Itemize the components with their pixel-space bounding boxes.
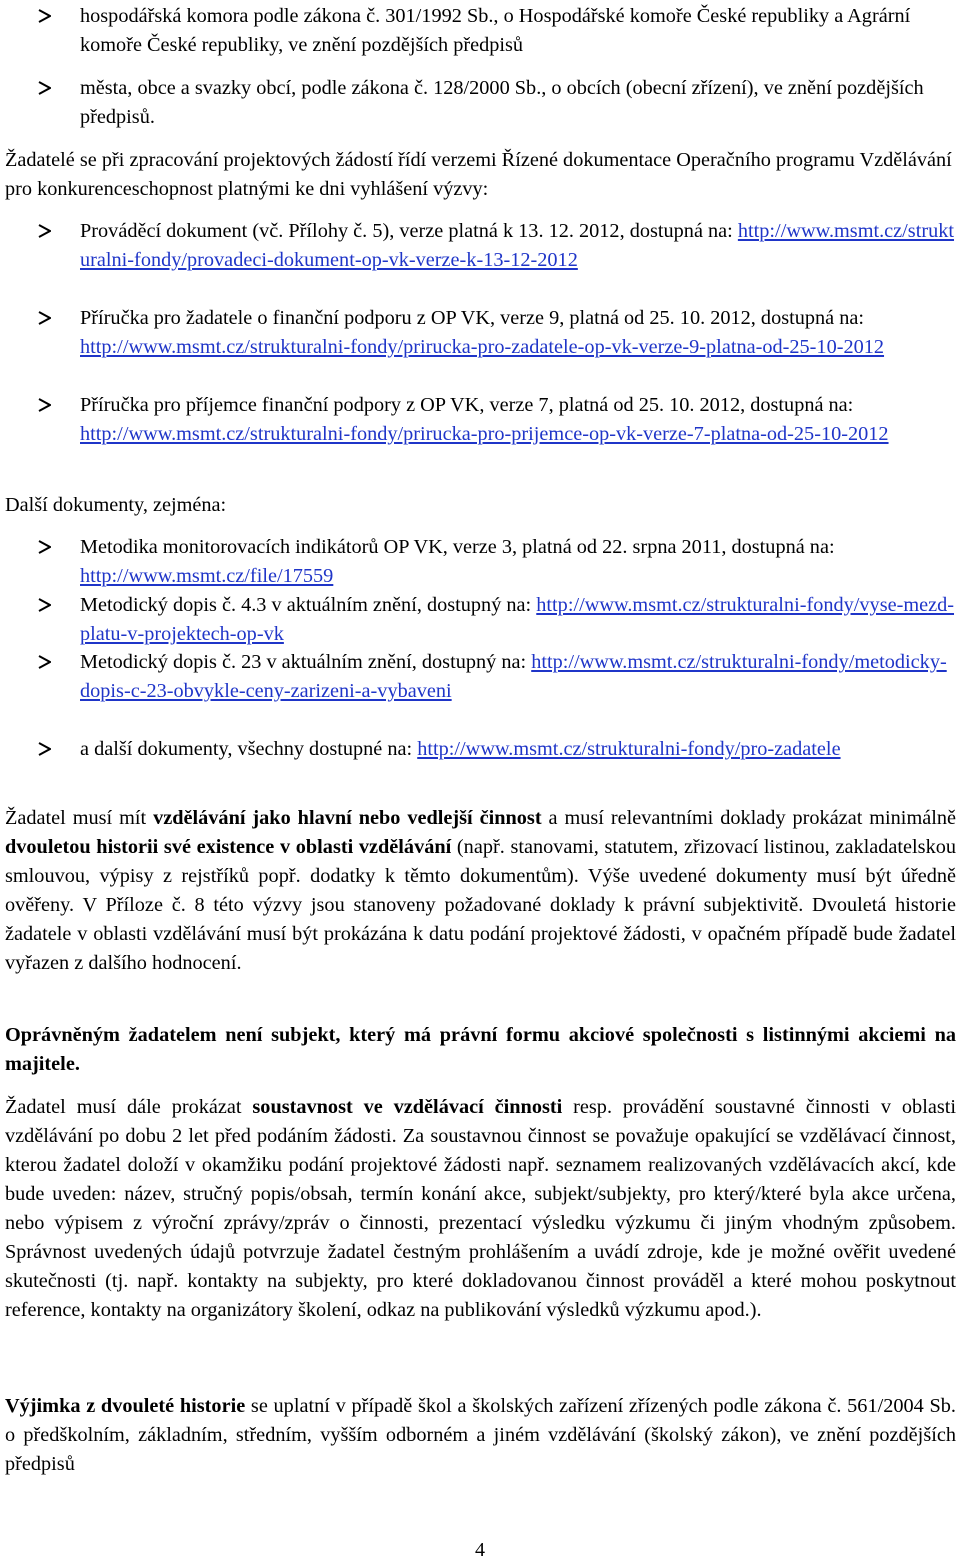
bold-phrase: soustavnost ve vzdělávací činnosti bbox=[252, 1096, 563, 1118]
list-item bbox=[5, 391, 956, 449]
body-paragraph bbox=[5, 1392, 956, 1479]
document-link[interactable]: http://www.msmt.cz/strukturalni-fondy/prirucka-pro-zadatele-op-vk-verze-9-platna-od-25-10-2012 bbox=[80, 336, 885, 358]
list-item bbox=[5, 2, 956, 60]
list-item-text: Příručka pro žadatele o finanční podporu z OP VK, verze 9, platná od 25. 10. 2012, dostupná na: bbox=[80, 307, 865, 329]
arrow-bullet-icon bbox=[38, 598, 51, 612]
paragraph-text: (např. stanovami, statutem, zřizovací listinou, zakladatelskou smlouvou, výpisy z rejstříků popř. dodatky k těmto dokumentům). Výše uvedené dokumenty musí být úředně ověřeny. V Příloze č. 8 této výzvy jsou stanoveny požadované doklady k právní subjektivitě. Dvouletá historie žadatele v oblasti vzdělávání musí být prokázána k datu podání projektové žádosti, v opačném případě bude žadatel vyřazen z dalšího hodnocení. bbox=[5, 836, 956, 974]
paragraph-text: Žadatel musí mít bbox=[5, 807, 154, 829]
list-item-text: hospodářská komora podle zákona č. 301/1992 Sb., o Hospodářské komoře České republiky a Agrární komoře České republiky, ve znění pozdějších předpisů bbox=[80, 5, 911, 56]
list-item-text: Metodický dopis č. 4.3 v aktuálním znění, dostupný na: bbox=[80, 594, 537, 616]
list-item-text: Prováděcí dokument (vč. Přílohy č. 5), verze platná k 13. 12. 2012, dostupná na: bbox=[80, 220, 738, 242]
list-item bbox=[5, 217, 956, 275]
arrow-bullet-icon bbox=[38, 81, 51, 95]
list-item-text: města, obce a svazky obcí, podle zákona č. 128/2000 Sb., o obcích (obecní zřízení), ve znění pozdějších předpisů. bbox=[80, 77, 924, 128]
list-item bbox=[5, 533, 956, 591]
intro-paragraph: Žadatelé se při zpracování projektových žádostí řídí verzemi Řízené dokumentace Operačního programu Vzdělávání pro konkurenceschopnost platnými ke dni vyhlášení výzvy: bbox=[5, 149, 952, 200]
section-heading: Další dokumenty, zejména: bbox=[5, 494, 227, 516]
arrow-bullet-icon bbox=[38, 398, 51, 412]
paragraph-text: a musí relevantními doklady prokázat minimálně bbox=[541, 807, 957, 829]
document-link[interactable]: http://www.msmt.cz/strukturalni-fondy/metodicky-dopis-c-23-obvykle-ceny-zarizeni-a-vybaveni bbox=[80, 651, 947, 702]
arrow-bullet-icon bbox=[38, 742, 51, 756]
list-item bbox=[5, 304, 956, 362]
arrow-bullet-icon bbox=[38, 224, 51, 238]
list-item bbox=[5, 591, 956, 649]
eligibility-notice: Oprávněným žadatelem není subjekt, který má právní formu akciové společnosti s listinnými akciemi na majitele. bbox=[5, 1024, 956, 1075]
document-link[interactable]: http://www.msmt.cz/strukturalni-fondy/vyse-mezd-platu-v-projektech-op-vk bbox=[80, 594, 955, 645]
bold-phrase: vzdělávání jako hlavní nebo vedlejší činnost bbox=[153, 807, 542, 829]
list-item bbox=[5, 648, 956, 706]
list-item-text: Metodika monitorovacích indikátorů OP VK, verze 3, platná od 22. srpna 2011, dostupná na: bbox=[80, 536, 835, 558]
bold-phrase: Výjimka z dvouleté historie bbox=[5, 1395, 246, 1417]
document-link[interactable]: http://www.msmt.cz/strukturalni-fondy/pro-zadatele bbox=[417, 738, 841, 760]
paragraph-text: se uplatní v případě škol a školských zařízení zřízených podle zákona č. 561/2004 Sb. o předškolním, základním, středním, vyšším odborném a jiném vzdělávání (školský zákon), ve znění pozdějších předpisů bbox=[5, 1395, 956, 1475]
document-link[interactable]: http://www.msmt.cz/file/17559 bbox=[80, 565, 334, 587]
arrow-bullet-icon bbox=[38, 9, 51, 23]
list-item-text: Příručka pro příjemce finanční podpory z OP VK, verze 7, platná od 25. 10. 2012, dostupná na: bbox=[80, 394, 854, 416]
list-item-text: a další dokumenty, všechny dostupné na: bbox=[80, 738, 418, 760]
document-link[interactable]: http://www.msmt.cz/strukturalni-fondy/prirucka-pro-prijemce-op-vk-verze-7-platna-od-25-10-2012 bbox=[80, 423, 889, 445]
arrow-bullet-icon bbox=[38, 655, 51, 669]
list-item bbox=[5, 735, 956, 764]
paragraph-text: resp. provádění soustavné činnosti v oblasti vzdělávání po dobu 2 let před podáním žádosti. Za soustavnou činnost se považuje opakující se vzdělávací činnost, kterou žadatel doloží v okamžiku podání projektové žádosti např. seznamem realizovaných vzdělávacích akcí, kde bude uveden: název, stručný popis/obsah, termín konání akce, subjekt/subjekty, pro který/které byla akce určena, nebo výpisem z výroční zprávy/zpráv o činnosti, prezentací výsledku výzkumu či jiným vhodným způsobem. Správnost uvedených údajů potvrzuje žadatel čestným prohlášením a uvádí zdroje, kde je možné ověřit uvedené skutečnosti (tj. např. kontakty na subjekty, pro které dokladovanou činnost prováděl a které mohou poskytnout reference, kontakty na organizátory školení, odkaz na publikování výsledků výzkumu apod.). bbox=[5, 1096, 956, 1321]
body-paragraph bbox=[5, 1093, 956, 1325]
list-item bbox=[5, 74, 956, 132]
document-link[interactable]: http://www.msmt.cz/strukturalni-fondy/provadeci-dokument-op-vk-verze-k-13-12-2012 bbox=[80, 220, 955, 271]
arrow-bullet-icon bbox=[38, 311, 51, 325]
body-paragraph bbox=[5, 804, 956, 978]
arrow-bullet-icon bbox=[38, 540, 51, 554]
list-item-text: Metodický dopis č. 23 v aktuálním znění, dostupný na: bbox=[80, 651, 532, 673]
bold-phrase: dvouletou historii své existence v oblasti vzdělávání bbox=[5, 836, 452, 858]
paragraph-text: Žadatel musí dále prokázat bbox=[5, 1096, 253, 1118]
page-number: 4 bbox=[475, 1539, 485, 1561]
